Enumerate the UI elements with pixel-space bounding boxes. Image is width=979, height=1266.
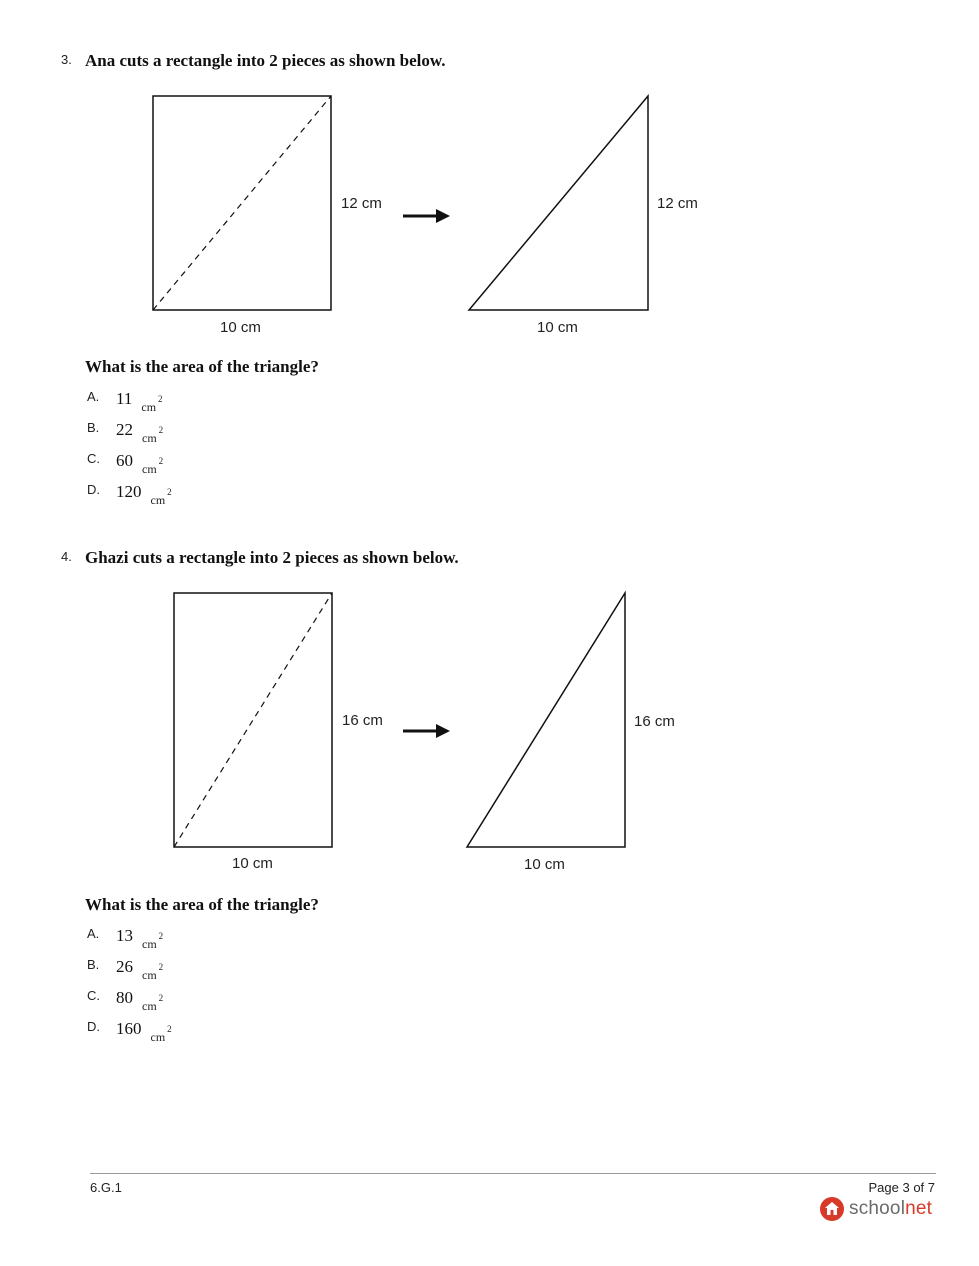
choice-value: 80 $_{cm}$2 <box>116 988 164 1013</box>
q3-triangle <box>469 96 648 310</box>
q4-rect-height-label: 16 cm <box>342 712 383 729</box>
question-3-figure <box>140 88 720 343</box>
q3-arrow-icon <box>403 209 450 223</box>
choice-letter: B. <box>87 420 100 435</box>
choice-letter: C. <box>87 988 100 1003</box>
question-3-prompt: What is the area of the triangle? <box>85 357 319 376</box>
choice-letter: C. <box>87 451 100 466</box>
footer-page-number: Page 3 of 7 <box>868 1180 935 1195</box>
q4-rect-width-label: 10 cm <box>232 855 273 872</box>
choice-value: 60 $_{cm}$2 <box>116 451 164 476</box>
choice-value: 160 $_{cm}$2 <box>116 1019 172 1044</box>
question-4-text: Ghazi cuts a rectangle into 2 pieces as shown below. <box>85 548 459 567</box>
question-4-prompt: What is the area of the triangle? <box>85 895 319 914</box>
choice-letter: A. <box>87 926 100 941</box>
footer-divider <box>90 1173 936 1174</box>
q3-tri-width-label: 10 cm <box>537 319 578 336</box>
choice-letter: B. <box>87 957 100 972</box>
question-4-figure <box>160 585 720 880</box>
house-icon <box>820 1197 844 1221</box>
q3-rect-width-label: 10 cm <box>220 319 261 336</box>
q3-cut-line <box>153 96 331 310</box>
schoolnet-logo <box>820 1196 932 1222</box>
q3-rect-height-label: 12 cm <box>341 195 382 212</box>
question-4-number: 4. <box>61 549 72 564</box>
question-3-text: Ana cuts a rectangle into 2 pieces as shown below. <box>85 51 446 70</box>
choice-value: 13 $_{cm}$2 <box>116 926 164 951</box>
q4-tri-height-label: 16 cm <box>634 713 675 730</box>
q4-tri-width-label: 10 cm <box>524 856 565 873</box>
brand-wordmark: schoolnet <box>849 1198 933 1219</box>
choice-value: 22 $_{cm}$2 <box>116 420 164 445</box>
choice-value: 120 $_{cm}$2 <box>116 482 172 507</box>
choice-letter: A. <box>87 389 100 404</box>
choice-value: 26 $_{cm}$2 <box>116 957 164 982</box>
q4-arrow-icon <box>403 724 450 738</box>
q4-triangle <box>467 593 625 847</box>
choice-value: 11 $_{cm}$2 <box>116 389 163 414</box>
question-3-number: 3. <box>61 52 72 67</box>
choice-letter: D. <box>87 482 100 497</box>
q4-cut-line <box>174 593 332 847</box>
q3-tri-height-label: 12 cm <box>657 195 698 212</box>
choice-letter: D. <box>87 1019 100 1034</box>
footer-standard: 6.G.1 <box>90 1180 122 1195</box>
